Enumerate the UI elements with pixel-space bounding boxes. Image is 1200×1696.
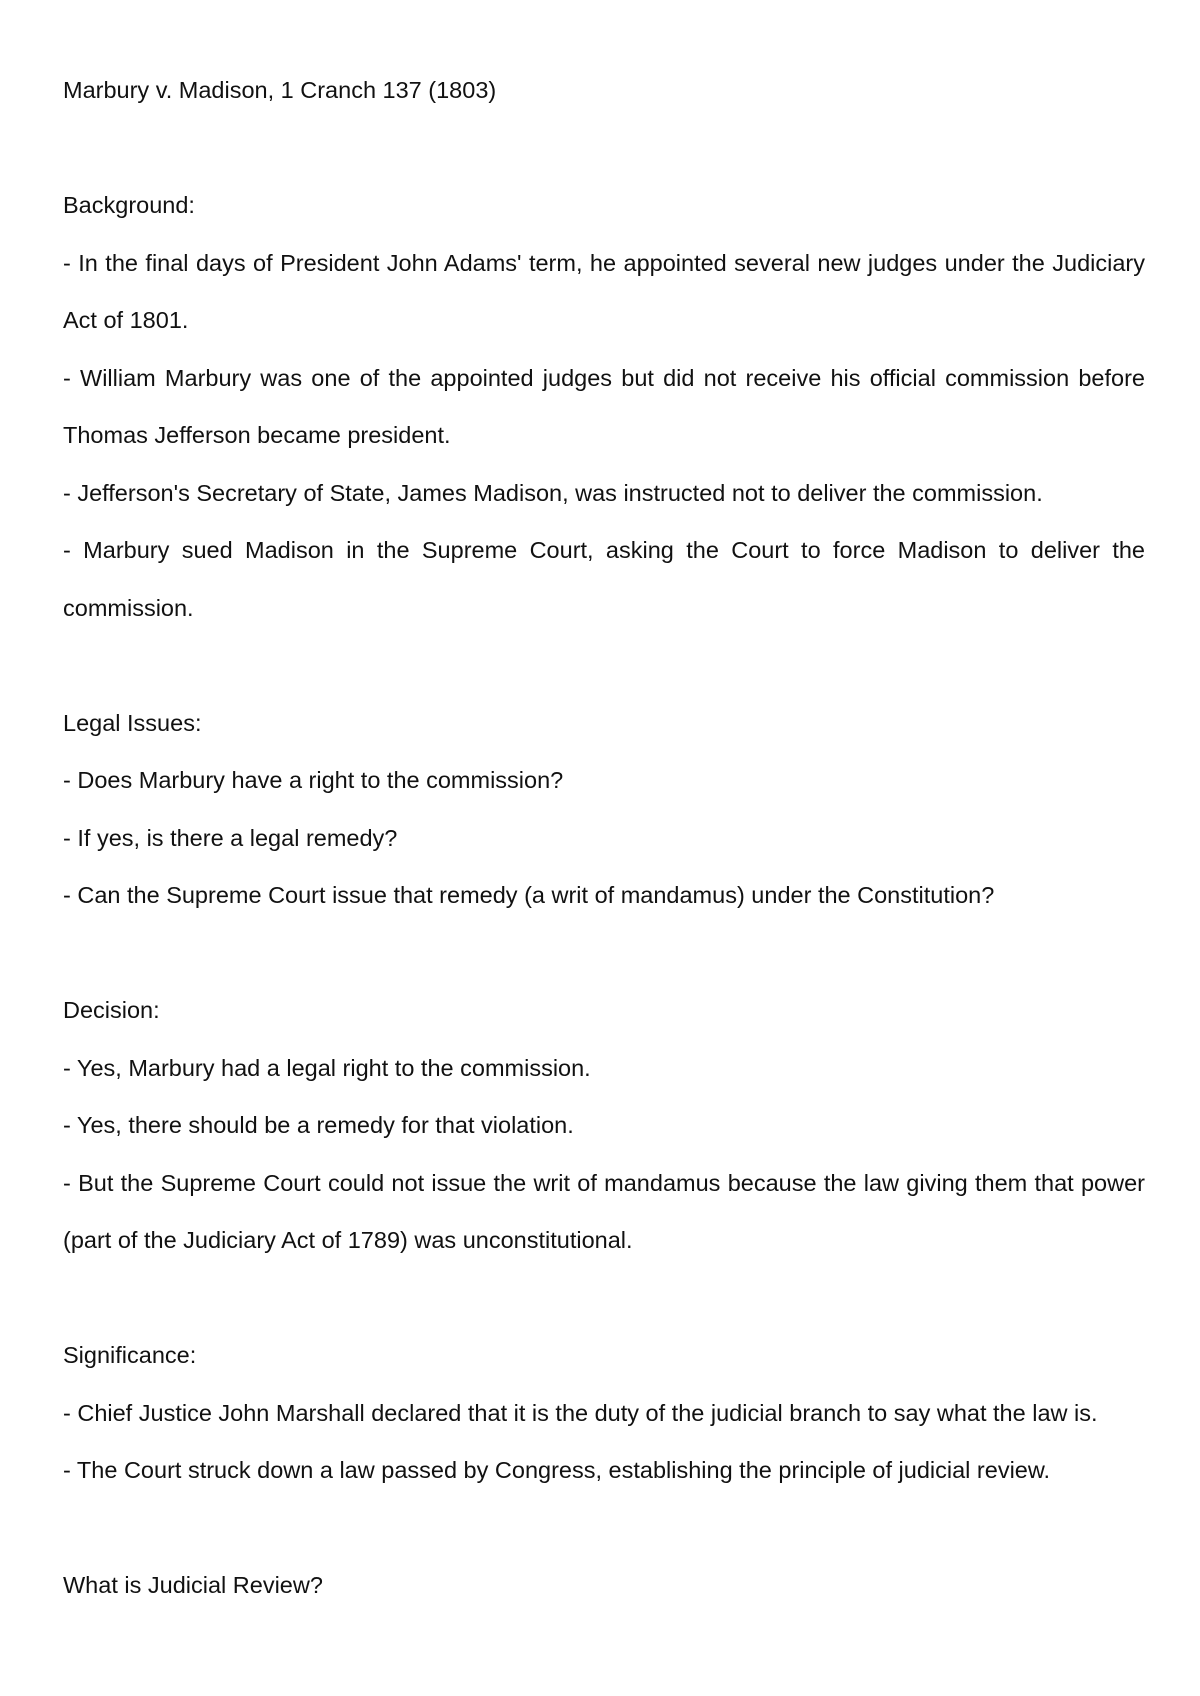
section-heading-background: Background: bbox=[63, 192, 195, 218]
document-page bbox=[63, 62, 1145, 1615]
spacer bbox=[63, 1270, 1145, 1328]
document-title: Marbury v. Madison, 1 Cranch 137 (1803) bbox=[63, 77, 497, 103]
spacer bbox=[63, 925, 1145, 983]
decision-item-2: - Yes, there should be a remedy for that violation. bbox=[63, 1112, 574, 1138]
significance-item-1: - Chief Justice John Marshall declared that it is the duty of the judicial branch to say what the law is. bbox=[63, 1399, 1098, 1426]
spacer bbox=[63, 1500, 1145, 1558]
background-item-3: - Jefferson's Secretary of State, James Madison, was instructed not to deliver the commission. bbox=[63, 479, 1043, 506]
section-heading-decision: Decision: bbox=[63, 997, 160, 1023]
significance-item-2: - The Court struck down a law passed by Congress, establishing the principle of judicial review. bbox=[63, 1457, 1051, 1483]
section-heading-legal-issues: Legal Issues: bbox=[63, 709, 202, 736]
spacer bbox=[63, 637, 1145, 695]
decision-item-1: - Yes, Marbury had a legal right to the commission. bbox=[63, 1054, 591, 1081]
section-heading-significance: Significance: bbox=[63, 1342, 197, 1368]
decision-item-3: - But the Supreme Court could not issue the writ of mandamus because the law giving them that power (part of the Judiciary Act of 1789) was unconstitutional. bbox=[63, 1169, 1145, 1253]
legal-issues-item-3: - Can the Supreme Court issue that remedy (a writ of mandamus) under the Constitution? bbox=[63, 882, 995, 908]
background-item-2: - William Marbury was one of the appointed judges but did not receive his official commission before Thomas Jefferson became president. bbox=[63, 364, 1145, 448]
background-item-4: - Marbury sued Madison in the Supreme Court, asking the Court to force Madison to deliver the commission. bbox=[63, 537, 1145, 621]
legal-issues-item-2: - If yes, is there a legal remedy? bbox=[63, 824, 398, 851]
background-item-1: - In the final days of President John Adams' term, he appointed several new judges under the Judiciary Act of 1801. bbox=[63, 249, 1145, 333]
legal-issues-item-1: - Does Marbury have a right to the commission? bbox=[63, 767, 564, 793]
section-heading-judicial-review: What is Judicial Review? bbox=[63, 1572, 323, 1598]
spacer bbox=[63, 120, 1145, 178]
